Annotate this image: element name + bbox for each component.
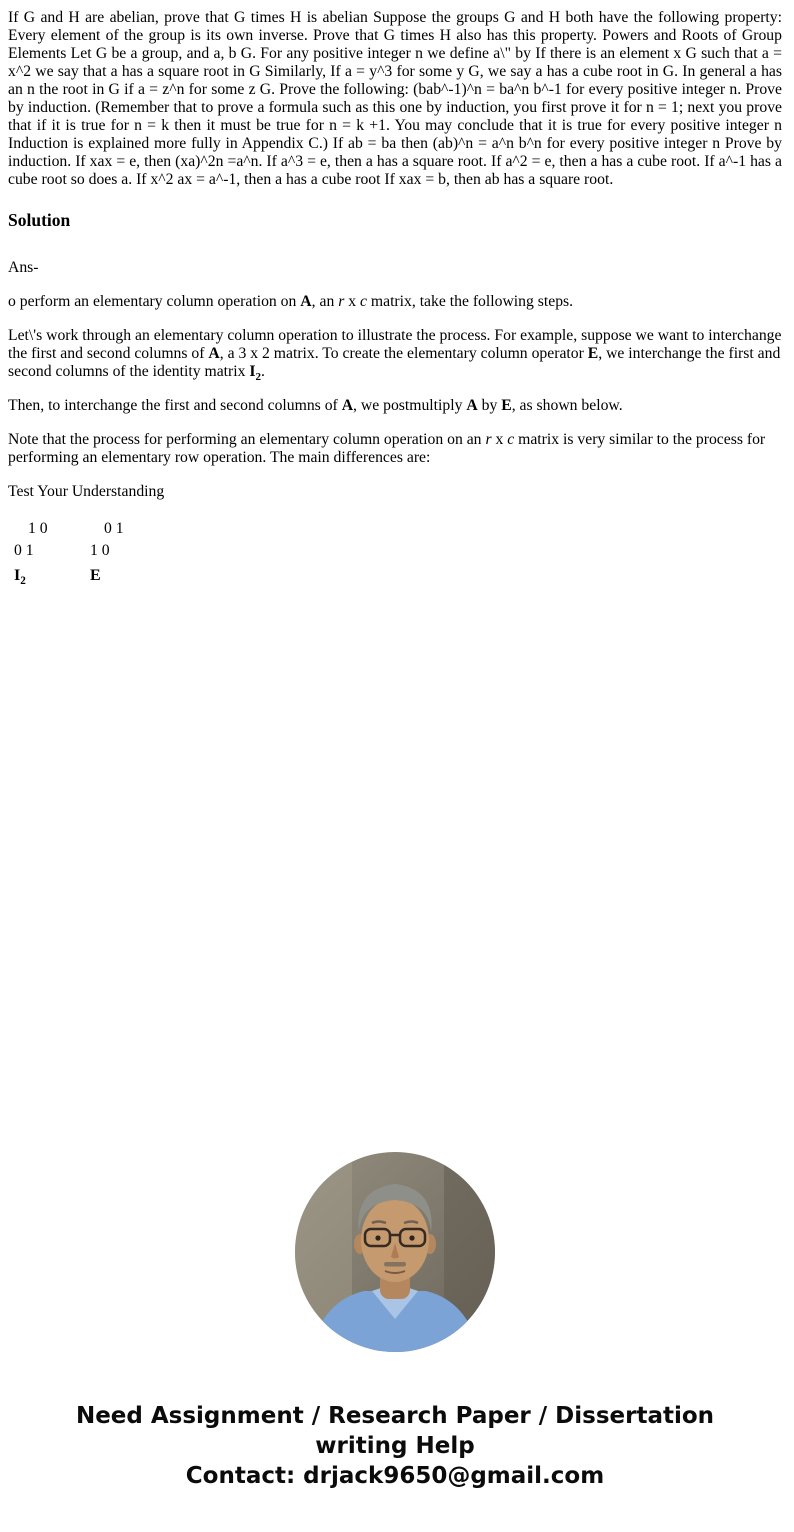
person-portrait-image: [294, 1151, 496, 1353]
contact-email-line: Contact: drjack9650@gmail.com: [185, 1463, 605, 1489]
solution-paragraph-1: o perform an elementary column operation on A, an r x c matrix, take the following steps.: [8, 293, 574, 310]
mustache: [384, 1262, 406, 1267]
test-your-understanding-label: Test Your Understanding: [8, 483, 165, 500]
answer-label: Ans-: [8, 259, 39, 276]
problem-statement: If G and H are abelian, prove that G times H is abelian Suppose the groups G and H both have the following property: Every element of the group is its own inverse. Prove that G times H also has this property. Powers and Roots of Group Elements Let G be a group, and a, b G. For any positive integer n we define a\" by If there is an element x G such that a = x^2 we say that a has a square root in G Similarly, If a = y^3 for some y G, we say a has a cube root in G. In general a has an n the root in G if a = z^n for some z G. Prove the following: (bab^-1)^n = ba^n b^-1 for every positive integer n. Prove by induction. (Remember that to prove a formula such as this one by induction, you first prove it for n = 1; next you prove that if it is true for n = k then it must be true for n = k +1. You may conclude that it is true for every positive integer n Induction is explained more fully in Appendix C.) If ab = ba then (ab)^n = a^n b^n for every positive integer n Prove by induction. If xax = e, then (xa)^2n =a^n. If a^3 = e, then a has a square root. If a^2 = e, then a has a cube root. If a^-1 has a cube root so does a. If x^2 ax = a^-1, then a has a cube root If xax = b, then ab has a square root.: [8, 9, 782, 188]
solution-paragraph-3: Then, to interchange the first and second columns of A, we postmultiply A by E, as shown below.: [8, 397, 623, 414]
eye-right: [409, 1235, 414, 1240]
face: [361, 1198, 429, 1282]
instructor-photo: [8, 1151, 782, 1353]
footer-line-1: Need Assignment / Research Paper / Dissertation: [75, 1403, 715, 1429]
footer-help-banner: [8, 1401, 782, 1491]
operator-matrix-row-2: 1 0: [90, 542, 110, 559]
identity-matrix-row-2: 0 1: [14, 542, 34, 559]
matrix-display: [8, 518, 782, 588]
operator-matrix-row-1: 0 1: [104, 520, 124, 537]
document-page: [0, 9, 794, 1521]
solution-heading: Solution: [8, 210, 71, 230]
operator-matrix: [90, 518, 210, 585]
eye-left: [375, 1235, 380, 1240]
identity-matrix-label: $I_2$: [14, 567, 26, 588]
identity-matrix-row-1: 1 0: [28, 520, 48, 537]
footer-line-2: writing Help: [315, 1433, 475, 1459]
solution-paragraph-2: Let\'s work through an elementary column operation to illustrate the process. For example, suppose we want to interchange the first and second columns of A, a 3 x 2 matrix. To create the elementary column operator E, we interchange the first and second columns of the identity matrix $I_2$.: [8, 327, 782, 384]
solution-paragraph-4: Note that the process for performing an elementary column operation on an r x c matrix is very similar to the process for performing an elementary row operation. The main differences are:: [8, 431, 766, 466]
operator-matrix-label: E: [90, 567, 101, 584]
identity-matrix: [14, 518, 90, 588]
